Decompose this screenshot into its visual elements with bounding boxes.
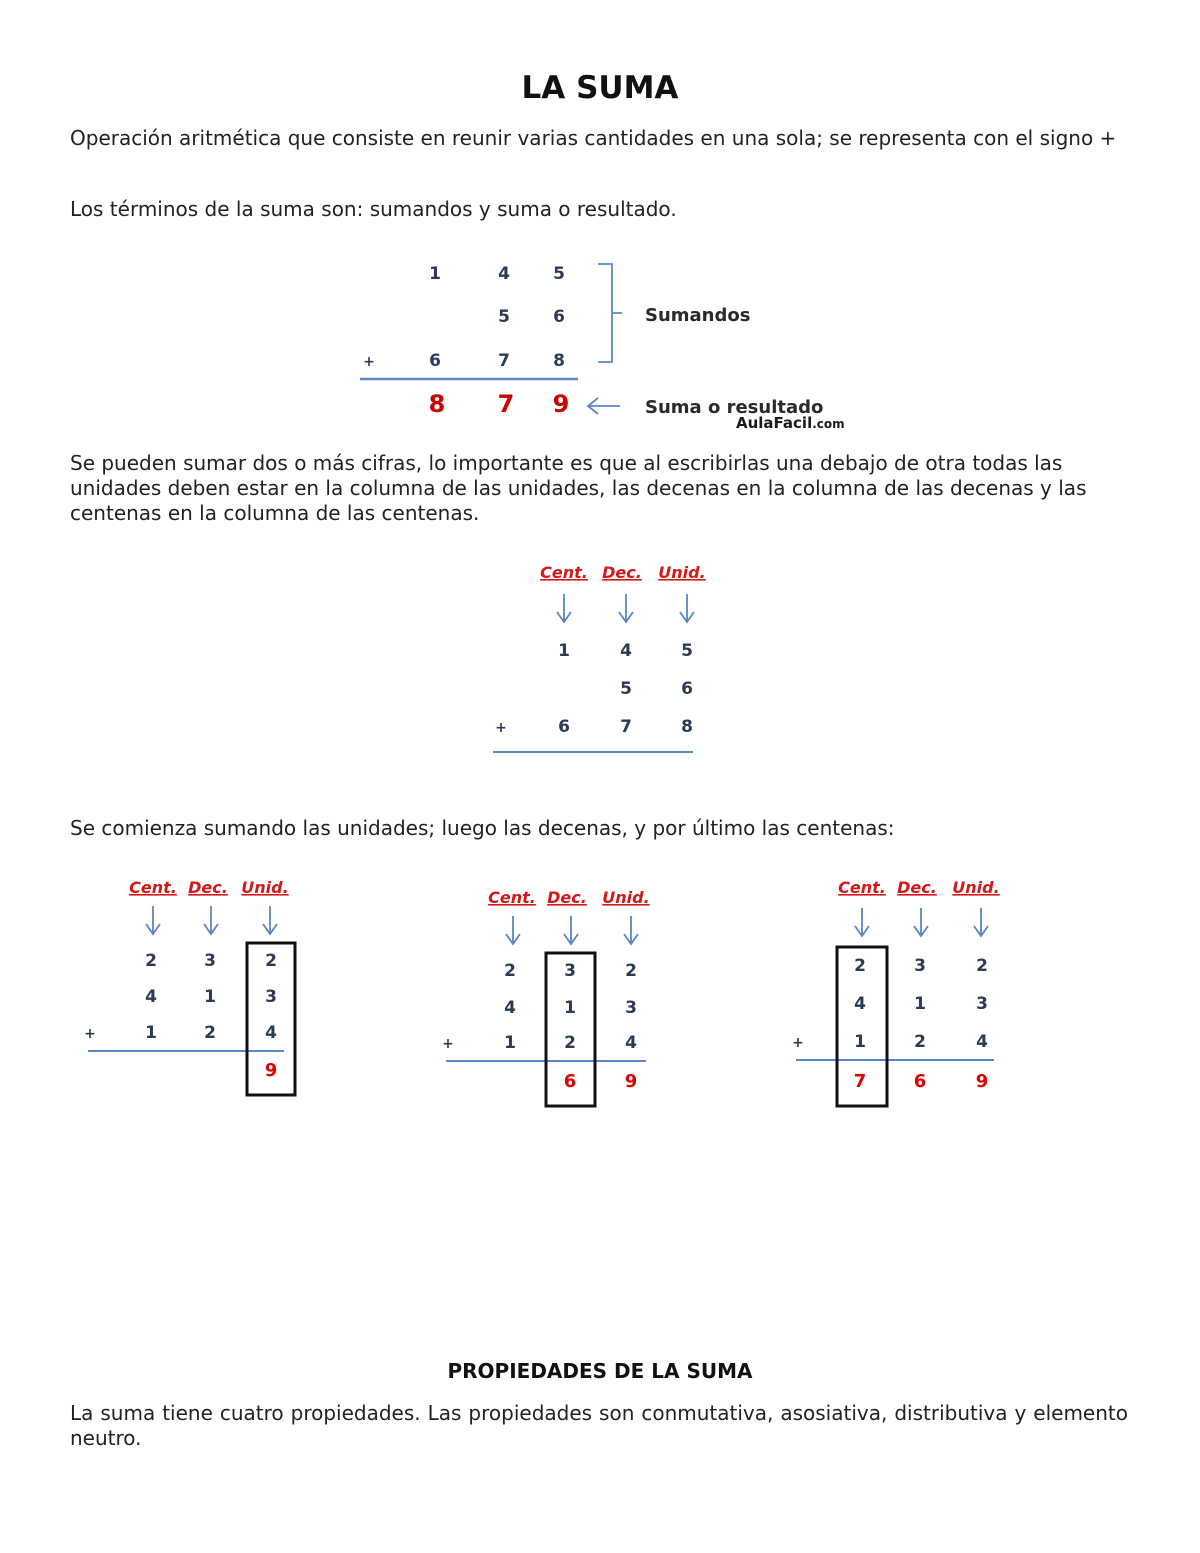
properties-title: PROPIEDADES DE LA SUMA (447, 1359, 753, 1383)
order-paragraph: Se comienza sumando las unidades; luego las decenas, y por último las centenas: (70, 816, 895, 840)
result-digit: 7 (853, 1071, 867, 1092)
plus-sign: + (84, 1026, 96, 1042)
digit: 6 (558, 717, 570, 737)
step-tens-figure (438, 880, 663, 1112)
digit: 2 (204, 1023, 216, 1043)
digit: 7 (498, 351, 510, 371)
header-centenas: Cent. (488, 888, 536, 907)
digit: 8 (553, 351, 565, 371)
digit: 1 (504, 1033, 516, 1053)
result-digit: 9 (975, 1071, 989, 1092)
digit: 2 (914, 1032, 926, 1052)
digit: 2 (564, 1033, 576, 1053)
digit: 2 (854, 956, 866, 976)
digit: 6 (553, 307, 565, 327)
intro-paragraph: Operación aritmética que consiste en reunir varias cantidades en una sola; se representa con el signo + (70, 126, 1117, 150)
result-digit: 9 (624, 1071, 638, 1092)
result-digit: 6 (563, 1071, 577, 1092)
digit: 7 (620, 717, 632, 737)
header-unidades: Unid. (658, 563, 706, 582)
digit: 1 (558, 641, 570, 661)
page-title: LA SUMA (521, 70, 679, 106)
digit: 4 (976, 1032, 988, 1052)
digit: 6 (429, 351, 441, 371)
arrow-down-icon (204, 906, 218, 934)
header-decenas: Dec. (602, 563, 642, 582)
digit: 5 (498, 307, 510, 327)
arrow-down-icon (855, 908, 869, 936)
plus-sign: + (442, 1036, 454, 1052)
header-decenas: Dec. (897, 878, 937, 897)
properties-paragraph: La suma tiene cuatro propiedades. Las propiedades son conmutativa, asosiativa, distributiva y elemento neutro. (70, 1401, 1128, 1450)
resultado-label: Suma o resultado (645, 397, 824, 418)
sumandos-bracket-icon (598, 264, 622, 362)
digit: 1 (914, 994, 926, 1014)
arrow-left-icon (588, 398, 620, 414)
digit: 3 (625, 998, 637, 1018)
plus-sign: + (792, 1035, 804, 1051)
digit: 2 (504, 961, 516, 981)
arrow-down-icon (619, 594, 633, 622)
digit: 4 (620, 641, 632, 661)
result-digit: 9 (552, 390, 570, 418)
arrow-down-icon (557, 594, 571, 622)
result-digit: 8 (428, 390, 446, 418)
digit: 2 (625, 961, 637, 981)
digit: 2 (976, 956, 988, 976)
digit: 4 (498, 264, 510, 284)
header-decenas: Dec. (547, 888, 587, 907)
figure1-digits (363, 264, 565, 371)
arrow-down-icon (680, 594, 694, 622)
digit: 2 (265, 951, 277, 971)
result-digit: 6 (913, 1071, 927, 1092)
digit: 5 (620, 679, 632, 699)
digit: 1 (854, 1032, 866, 1052)
digit: 1 (204, 987, 216, 1007)
header-unidades: Unid. (602, 888, 650, 907)
digit: 1 (429, 264, 441, 284)
column-alignment-figure (485, 555, 720, 765)
header-unidades: Unid. (952, 878, 1000, 897)
columns-paragraph: Se pueden sumar dos o más cifras, lo importante es que al escribirlas una debajo de otra todas las unidades deben estar en la columna de las unidades, las decenas en la columna de las decenas y las centenas en la columna de las centenas. (70, 451, 1087, 525)
digit: 5 (553, 264, 565, 284)
digit: 4 (504, 998, 516, 1018)
digit: 6 (681, 679, 693, 699)
arrow-down-icon (974, 908, 988, 936)
digit: 3 (265, 987, 277, 1007)
arrow-down-icon (263, 906, 277, 934)
digit: 8 (681, 717, 693, 737)
step-units-figure (80, 870, 310, 1102)
digit: 3 (914, 956, 926, 976)
brand-logo: AulaFacil.com (736, 414, 845, 432)
digit: 4 (625, 1033, 637, 1053)
header-centenas: Cent. (540, 563, 588, 582)
figure1-result (429, 390, 570, 418)
digit: 4 (265, 1023, 277, 1043)
digit: 4 (145, 987, 157, 1007)
result-digit: 9 (264, 1060, 278, 1081)
digit: 2 (145, 951, 157, 971)
arrow-down-icon (914, 908, 928, 936)
digit: 3 (976, 994, 988, 1014)
digit: 5 (681, 641, 693, 661)
header-centenas: Cent. (129, 878, 177, 897)
plus-sign: + (495, 720, 507, 736)
arrow-down-icon (624, 916, 638, 944)
digit: 1 (145, 1023, 157, 1043)
digit: 3 (204, 951, 216, 971)
sum-terms-figure (340, 250, 860, 435)
digit: 1 (564, 998, 576, 1018)
arrow-down-icon (506, 916, 520, 944)
terms-paragraph: Los términos de la suma son: sumandos y suma o resultado. (70, 197, 677, 221)
digit: 4 (854, 994, 866, 1014)
step-hundreds-figure (788, 870, 1008, 1112)
arrow-down-icon (564, 916, 578, 944)
digit: 3 (564, 961, 576, 981)
result-digit: 7 (497, 390, 515, 418)
header-unidades: Unid. (241, 878, 289, 897)
header-decenas: Dec. (188, 878, 228, 897)
plus-sign: + (363, 354, 375, 370)
sumandos-label: Sumandos (645, 305, 751, 326)
arrow-down-icon (146, 906, 160, 934)
header-centenas: Cent. (838, 878, 886, 897)
